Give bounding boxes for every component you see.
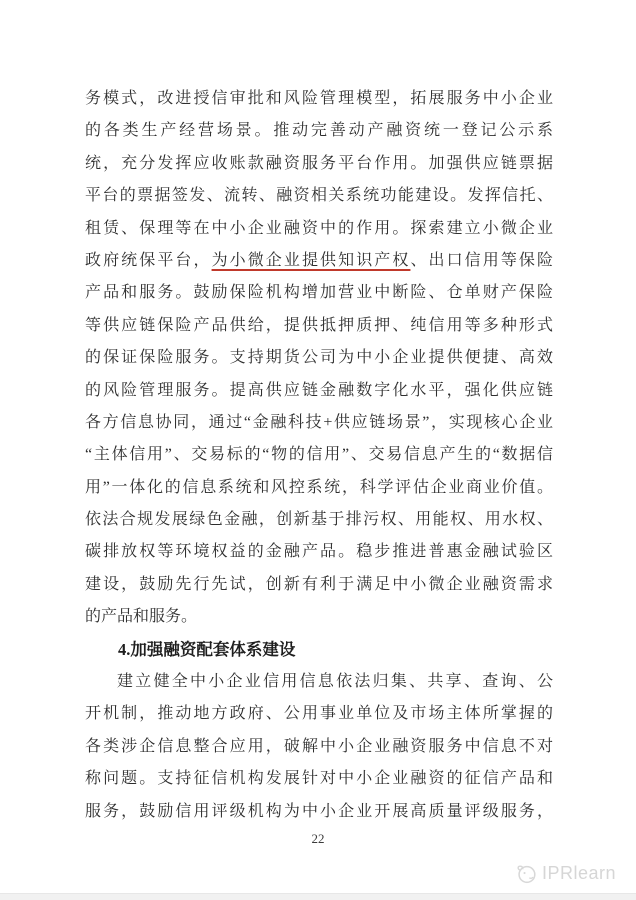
text-line: 平台的票据签发、流转、融资相关系统功能建设。发挥信托、 [85,187,553,205]
page-bottom-divider [0,893,636,900]
iprlearn-mascot-icon [514,862,537,885]
text-line: 服务，鼓励信用评级机构为中小企业开展高质量评级服务， [85,802,553,820]
text-line: 务模式，改进授信审批和风险管理模型，拓展服务中小企业 [85,90,553,107]
text-line: “主体信用”、交易标的“物的信用”、交易信息产生的“数据信 [85,446,553,464]
text-line: 碳排放权等环境权益的金融产品。稳步推进普惠金融试验区 [85,543,553,561]
text-segment: 政府统保平台， [85,251,212,269]
watermark-text: IPRlearn [541,862,616,883]
text-line: 用”一体化的信息系统和风控系统，科学评估企业商业价值。 [85,478,553,496]
text-line: 等供应链保险产品供给，提供抵押质押、纯信用等多种形式 [85,316,553,334]
paragraph-financing-services [85,83,553,634]
text-line [85,245,553,277]
text-line: 建设，鼓励先行先试，创新有利于满足中小微企业融资需求 [85,575,553,593]
text-line: 称问题。支持征信机构发展针对中小企业融资的征信产品和 [85,770,553,788]
text-line: 统，充分发挥应收账款融资服务平台作用。加强供应链票据 [85,154,553,172]
paragraph-credit-information [85,666,553,828]
text-line: 开机制，推动地方政府、公用事业单位及市场主体所掌握的 [85,705,553,723]
page-number: 22 [311,831,325,846]
text-line: 产品和服务。鼓励保险机构增加营业中断险、仓单财产保险 [85,284,553,302]
section-heading: 4.加强融资配套体系建设 [118,639,296,659]
body-text [85,83,553,828]
text-line: 建立健全中小企业信用信息依法归集、共享、查询、公 [117,673,553,691]
text-line: 各方信息协同，通过“金融科技+供应链场景”，实现核心企业 [85,413,553,431]
watermark [514,861,616,885]
text-line: 依法合规发展绿色金融，创新基于排污权、用能权、用水权、 [85,511,553,529]
text-line: 的保证保险服务。支持期货公司为中小企业提供便捷、高效 [85,349,553,367]
text-line: 的各类生产经营场景。推动完善动产融资统一登记公示系 [85,122,553,140]
underlined-phrase: 为小微企业提供知识产权 [211,251,411,269]
text-line: 各类涉企信息整合应用，破解中小企业融资服务中信息不对 [85,737,553,755]
text-line: 租赁、保理等在中小企业融资中的作用。探索建立小微企业 [85,219,553,237]
text-line: 的产品和服务。 [85,608,198,626]
text-line: 的风险管理服务。提高供应链金融数字化水平，强化供应链 [85,381,553,399]
text-segment: 、出口信用等保险 [410,251,553,269]
